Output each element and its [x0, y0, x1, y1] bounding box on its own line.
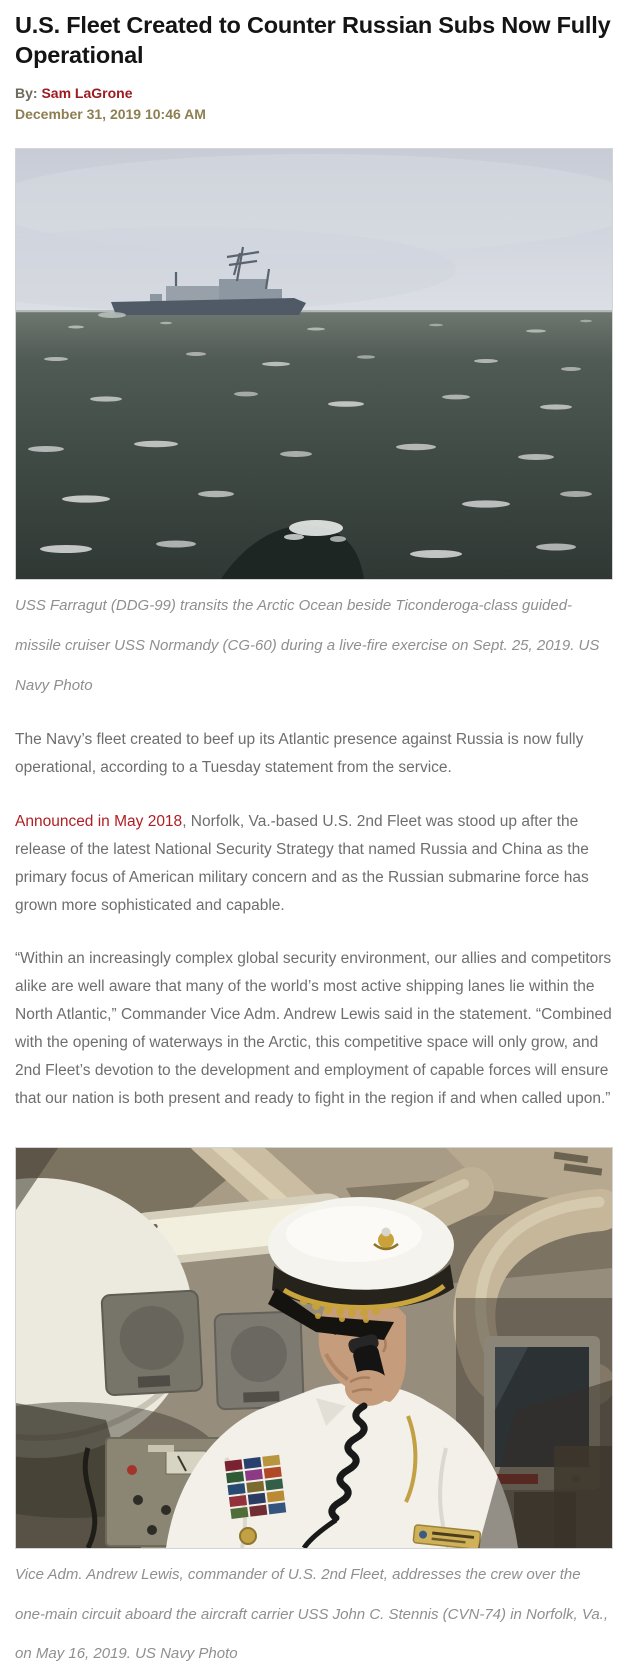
author-link[interactable]: Sam LaGrone	[41, 85, 133, 102]
figure-admiral	[15, 1147, 613, 1674]
destroyer-photo	[15, 148, 613, 580]
paragraph-2	[15, 808, 613, 920]
publish-date: December 31, 2019 10:46 AM	[15, 106, 206, 123]
article-body	[15, 726, 613, 1113]
announced-may-2018-link[interactable]: Announced in May 2018	[15, 812, 183, 830]
paragraph-2-text: , Norfolk, Va.-based U.S. 2nd Fleet was stood up after the release of the latest National Security Strategy that named Russia and China as the primary focus of American military concern and as the Russian submarine force has grown more sophisticated and capable.	[15, 812, 589, 914]
ribbon-rack	[225, 1455, 287, 1519]
warfare-badge	[240, 1528, 256, 1544]
paragraph-3: “Within an increasingly complex global security environment, our allies and competitors alike are well aware that many of the world’s most active shipping lanes lie within the North Atlantic,” Commander Vice Adm. Andrew Lewis said in the statement. “Combined with the opening of waterways in the Arctic, this competitive space will only grow, and 2nd Fleet’s devotion to the development and employment of capable forces will ensure that our nation is both present and ready to fight in the region if and when called upon.”	[15, 949, 612, 1107]
caption-destroyer-photo: USS Farragut (DDG-99) transits the Arctic Ocean beside Ticonderoga-class guided-missile cruiser USS Normandy (CG-60) during a live-fire exercise on Sept. 25, 2019. US Navy Photo	[15, 597, 600, 694]
byline	[15, 85, 613, 101]
destroyer-at-sea-illustration	[16, 149, 612, 579]
figure-destroyer-at-sea	[15, 148, 613, 705]
caption-admiral-photo: Vice Adm. Andrew Lewis, commander of U.S. 2nd Fleet, addresses the crew over the one-main circuit aboard the aircraft carrier USS John C. Stennis (CVN-74) in Norfolk, Va., on May 16, 2019. US Navy Photo	[15, 1565, 609, 1663]
byline-label: By:	[15, 85, 38, 102]
article-title: U.S. Fleet Created to Counter Russian Subs Now Fully Operational	[15, 12, 611, 69]
admiral-addressing-crew-illustration	[16, 1148, 612, 1548]
admiral-photo	[15, 1147, 613, 1549]
paragraph-1: The Navy’s fleet created to beef up its Atlantic presence against Russia is now fully operational, according to a Tuesday statement from the service.	[15, 731, 584, 777]
